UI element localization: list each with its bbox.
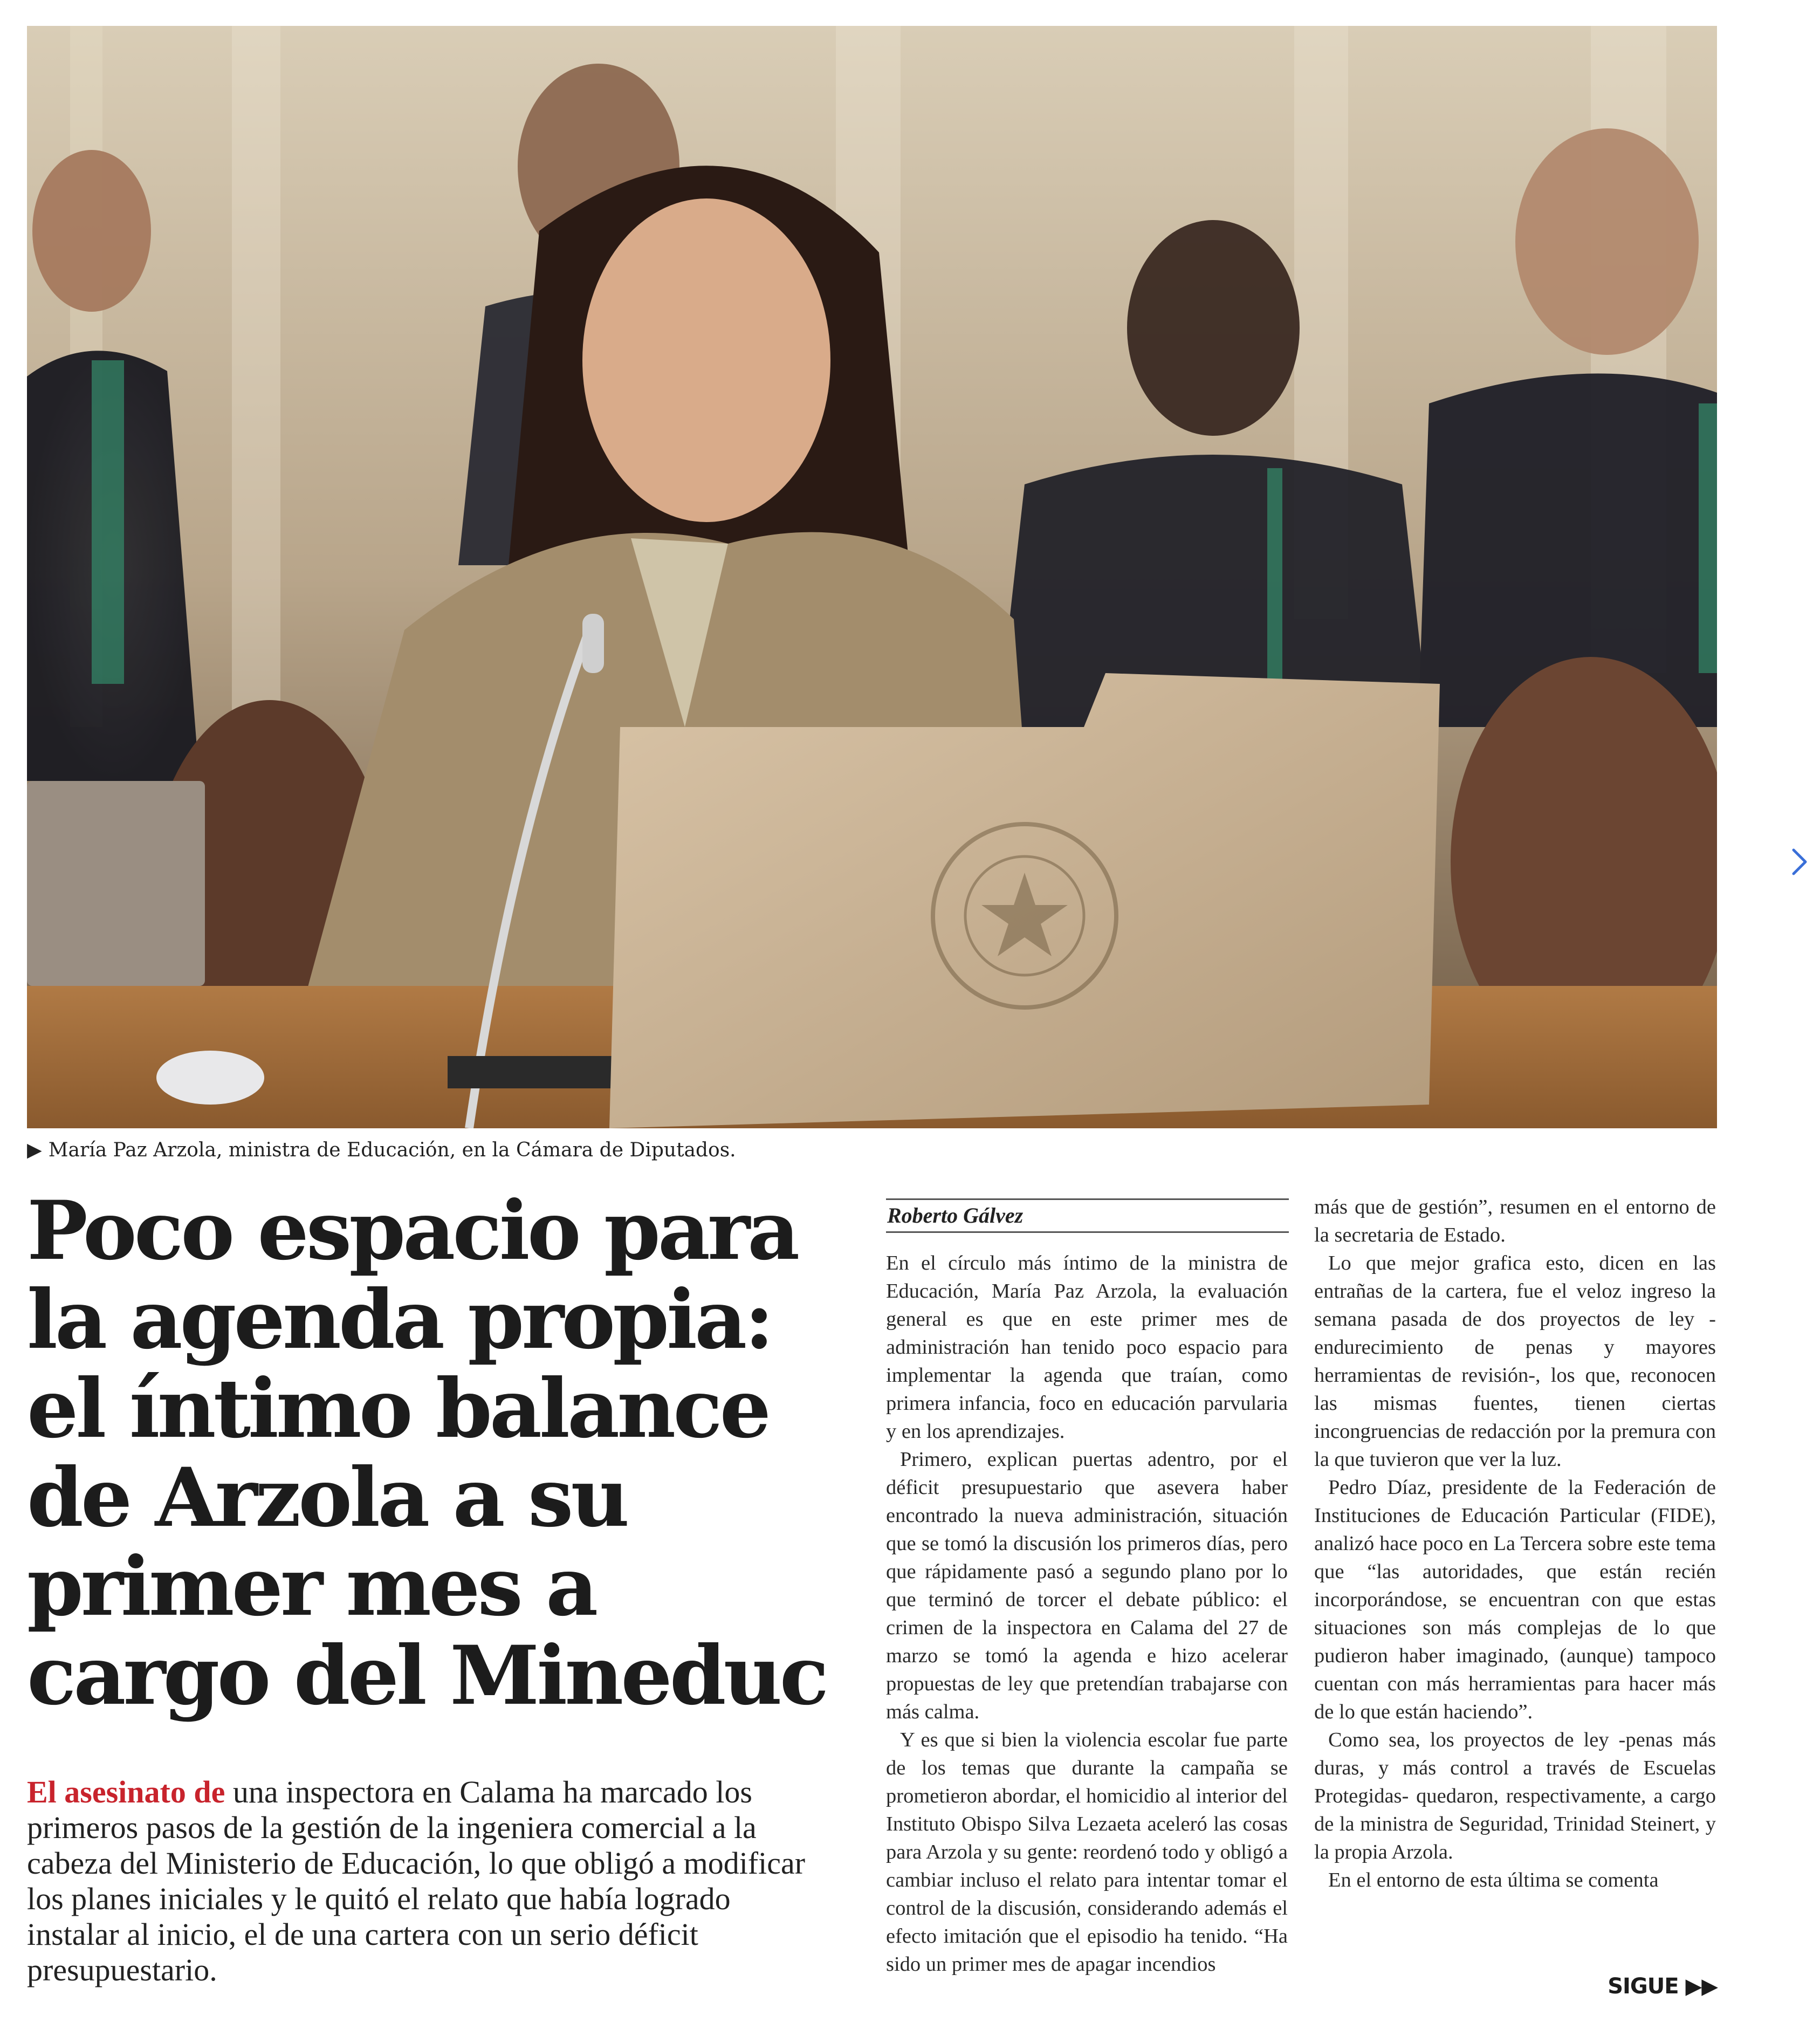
- body-paragraph: Primero, explican puertas adentro, por el déficit presupuestario que asevera haber encontrado la nueva administración, situación que se tomó la discusión los primeros días, pero que rápidamente pasó a segundo plano por lo que terminó de torcer el debate público: el crimen de la inspectora en Calama del 27 de marzo se tomó la agenda e hizo acelerar propuestas de ley que pretendían trabajarse con más calma.: [886, 1448, 1288, 1723]
- headline-line: la agenda propia:: [27, 1272, 772, 1367]
- body-paragraph: Pedro Díaz, presidente de la Federación de Instituciones de Educación Particular (FIDE), analizó hace poco en La Tercera sobre este tema que “las autoridades, que están recién incorporándose, se encuentran con que estas situaciones son más complejas de lo que pudieron haber imaginado, (aunque) tampoco cuentan con más herramientas para hacer más de lo que están haciendo”.: [1314, 1476, 1716, 1723]
- headline-line: primer mes a: [27, 1539, 596, 1634]
- body-paragraph: En el círculo más íntimo de la ministra de Educación, María Paz Arzola, la evaluación general es que en este primer mes de administración han tenido poco espacio para implementar la agenda que traían, como primera infancia, foco en educación parvularia y en los aprendizajes.: [886, 1252, 1288, 1443]
- next-page-button[interactable]: [1789, 846, 1811, 878]
- lead-text: una inspectora en Calama ha marcado los primeros pasos de la gestión de la ingeniera comercial a la cabeza del Ministerio de Educación, lo que obligó a modificar los planes iniciales y le quitó el relato que había logrado instalar al inicio, el de una cartera con un serio déficit presupuestario.: [27, 1774, 806, 1987]
- body-paragraph: más que de gestión”, resumen en el entorno de la secretaria de Estado.: [1314, 1196, 1716, 1246]
- headline-line: de Arzola a su: [27, 1450, 627, 1545]
- lead-kicker: El asesinato de: [27, 1774, 225, 1809]
- body-column-2: [1314, 1193, 1716, 1894]
- body-paragraph: Como sea, los proyectos de ley -penas más duras, y más control a través de Escuelas Protegidas- quedaron, respectivamente, a cargo de la ministra de Seguridad, Trinidad Steinert, y la propia Arzola.: [1314, 1729, 1716, 1863]
- headline-line: Poco espacio para: [27, 1183, 798, 1278]
- caption-marker-icon: ▶: [27, 1139, 42, 1161]
- photo-caption: [27, 1134, 1717, 1167]
- byline: Roberto Gálvez: [886, 1198, 1289, 1233]
- article-headline: [27, 1183, 836, 1723]
- body-paragraph: En el entorno de esta última se comenta: [1328, 1869, 1659, 1891]
- article-photo: [27, 26, 1717, 1128]
- headline-line: el íntimo balance: [27, 1361, 769, 1456]
- article-lead: [27, 1774, 825, 1988]
- headline-line: cargo del Mineduc: [27, 1628, 827, 1723]
- caption-text: María Paz Arzola, ministra de Educación, en la Cámara de Diputados.: [48, 1139, 736, 1161]
- body-paragraph: Lo que mejor grafica esto, dicen en las entrañas de la cartera, fue el veloz ingreso la semana pasada de dos proyectos de ley -endurecimiento de penas y mayores herramientas de revisión-, los que, reconocen las mismas fuentes, tienen ciertas incongruencias de redacción por la premura con la que tuvieron que ver la luz.: [1314, 1252, 1716, 1471]
- body-column-1: [886, 1249, 1288, 1978]
- continue-marker: SIGUE ▶▶: [1608, 1974, 1718, 1999]
- body-paragraph: Y es que si bien la violencia escolar fue parte de los temas que durante la campaña se prometieron abordar, el homicidio al interior del Instituto Obispo Silva Lezaeta aceleró las cosas para Arzola y su gente: reordenó todo y obligó a cambiar incluso el relato para intentar tomar el control de la discusión, considerando además el efecto imitación que el episodio ha tenido. “Ha sido un primer mes de apagar incendios: [886, 1729, 1288, 1976]
- photo-illustration: [27, 26, 1717, 1128]
- chevron-right-icon: [1789, 846, 1811, 878]
